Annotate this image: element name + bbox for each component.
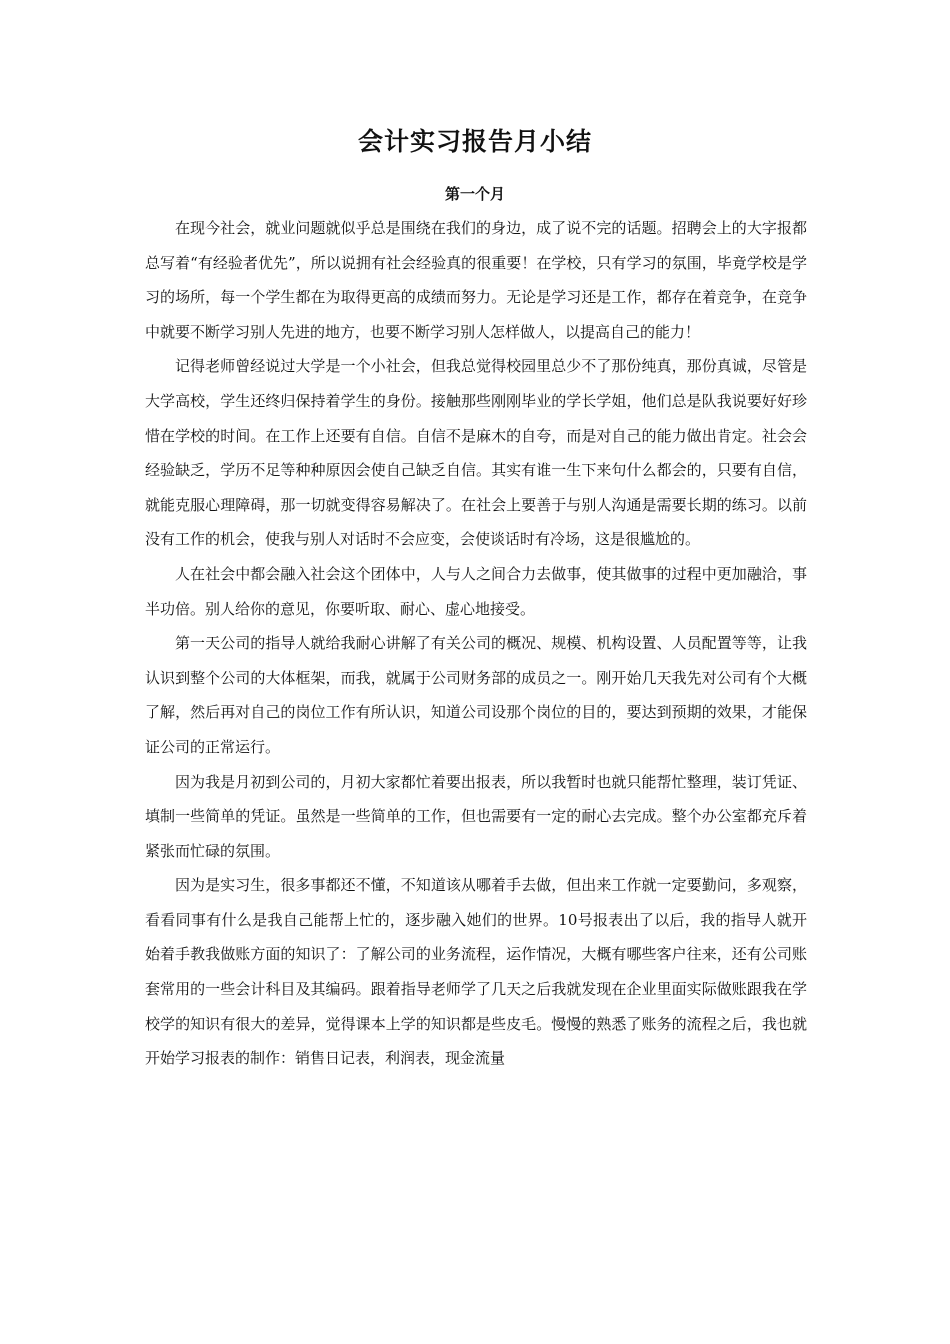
paragraph: 第一天公司的指导人就给我耐心讲解了有关公司的概况、规模、机构设置、人员配置等等，让我认识到整个公司的大体框架，而我，就属于公司财务部的成员之一。刚开始几天我先对公司有个大概了解，然后再对自己的岗位工作有所认识，知道公司设那个岗位的目的，要达到预期的效果，才能保证公司的正常运行。 [145,634,807,756]
document-title: 会计实习报告月小结 [357,127,592,156]
section-heading: 第一个月 [444,185,505,203]
document-body [145,211,807,1076]
paragraph: 在现今社会，就业问题就似乎总是围绕在我们的身边，成了说不完的话题。招聘会上的大字报都总写着“有经验者优先”，所以说拥有社会经验真的很重要！在学校，只有学习的氛围，毕竟学校是学习的场所，每一个学生都在为取得更高的成绩而努力。无论是学习还是工作，都存在着竞争，在竞争中就要不断学习别人先进的地方，也要不断学习别人怎样做人，以提高自己的能力！ [145,219,807,341]
paragraph: 因为是实习生，很多事都还不懂，不知道该从哪着手去做，但出来工作就一定要勤问，多观察，看看同事有什么是我自己能帮上忙的，逐步融入她们的世界。10号报表出了以后，我的指导人就开始着手教我做账方面的知识了：了解公司的业务流程，运作情况，大概有哪些客户往来，还有公司账套常用的一些会计科目及其编码。跟着指导老师学了几天之后我就发现在企业里面实际做账跟我在学校学的知识有很大的差异，觉得课本上学的知识都是些皮毛。慢慢的熟悉了账务的流程之后，我也就开始学习报表的制作：销售日记表，利润表，现金流量 [145,876,807,1068]
paragraph: 因为我是月初到公司的，月初大家都忙着要出报表，所以我暂时也就只能帮忙整理，装订凭证、填制一些简单的凭证。虽然是一些简单的工作，但也需要有一定的耐心去完成。整个办公室都充斥着紧张而忙碌的氛围。 [145,772,807,860]
paragraph: 人在社会中都会融入社会这个团体中，人与人之间合力去做事，使其做事的过程中更加融洽，事半功倍。别人给你的意见，你要听取、耐心、虚心地接受。 [145,564,807,618]
paragraph: 记得老师曾经说过大学是一个小社会，但我总觉得校园里总少不了那份纯真，那份真诚，尽管是大学高校，学生还终归保持着学生的身份。接触那些刚刚毕业的学长学姐，他们总是队我说要好好珍惜在学校的时间。在工作上还要有自信。自信不是麻木的自夸，而是对自己的能力做出肯定。社会会经验缺乏，学历不足等种种原因会使自己缺乏自信。其实有谁一生下来句什么都会的，只要有自信，就能克服心理障碍，那一切就变得容易解决了。在社会上要善于与别人沟通是需要长期的练习。以前没有工作的机会，使我与别人对话时不会应变，会使谈话时有冷场，这是很尴尬的。 [145,357,807,549]
